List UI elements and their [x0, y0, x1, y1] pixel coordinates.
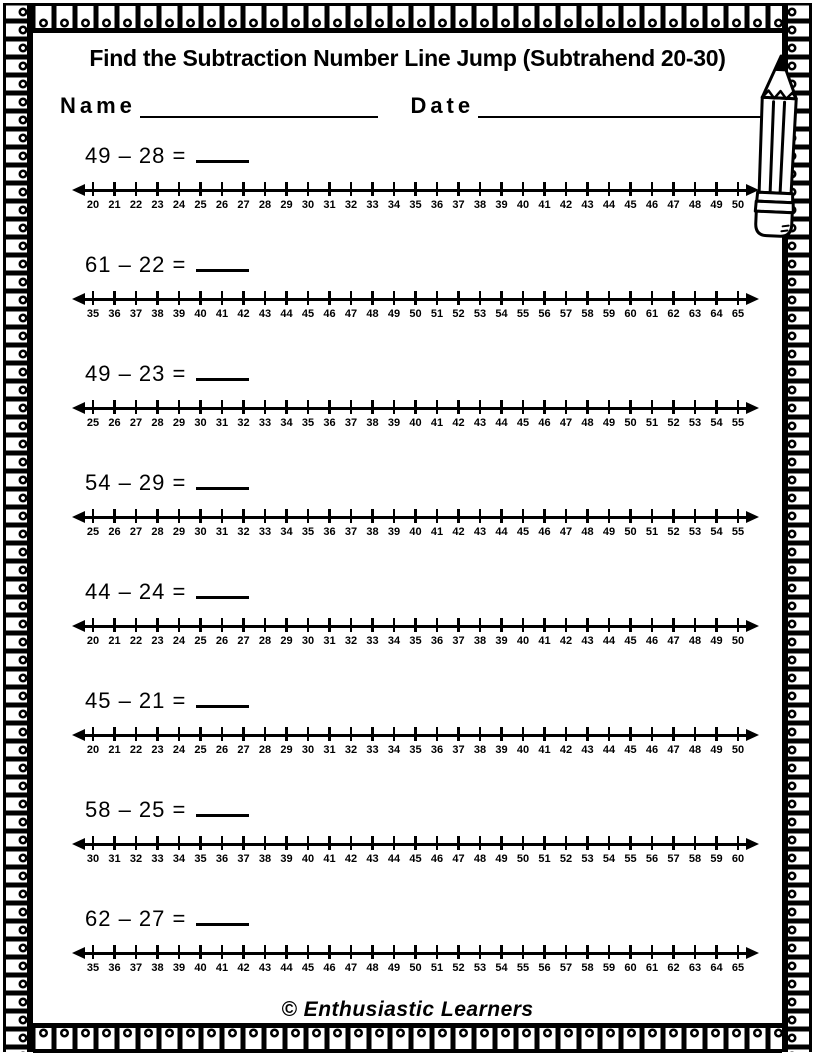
number-line — [72, 941, 759, 985]
right-arrow-icon — [746, 838, 759, 850]
number-line — [72, 832, 759, 876]
equation-text: 61 – 22 = — [85, 251, 187, 277]
right-arrow-icon — [746, 293, 759, 305]
problem-row — [34, 463, 781, 572]
border-left — [3, 3, 33, 1052]
number-line — [72, 723, 759, 767]
answer-blank[interactable] — [196, 681, 249, 708]
number-line — [72, 396, 759, 440]
right-arrow-icon — [746, 947, 759, 959]
name-blank-line[interactable] — [140, 90, 379, 118]
right-arrow-icon — [746, 729, 759, 741]
subtraction-equation — [34, 572, 781, 604]
answer-blank[interactable] — [196, 136, 249, 163]
number-line — [72, 505, 759, 549]
left-arrow-icon — [72, 293, 85, 305]
right-arrow-icon — [746, 620, 759, 632]
number-line — [72, 287, 759, 331]
equation-text: 54 – 29 = — [85, 469, 187, 495]
answer-blank[interactable] — [196, 572, 249, 599]
answer-blank[interactable] — [196, 899, 249, 926]
number-line — [72, 178, 759, 222]
left-arrow-icon — [72, 184, 85, 196]
answer-blank[interactable] — [196, 245, 249, 272]
tick-row: 35 36 37 38 39 40 41 42 43 44 45 46 47 48 49 50 51 52 53 54 55 56 57 58 59 60 61 62 63 64 65 — [93, 945, 738, 974]
border-bottom — [33, 1023, 782, 1053]
date-label: Date — [410, 92, 475, 118]
answer-blank[interactable] — [196, 463, 249, 490]
pencil-icon — [741, 51, 813, 249]
tick-row: 20 21 22 23 24 25 26 27 28 29 30 31 32 33 34 35 36 37 38 39 40 41 42 43 44 45 46 47 48 49 50 — [93, 727, 738, 756]
number-line — [72, 614, 759, 658]
subtraction-equation — [34, 899, 781, 931]
tick-row: 30 31 32 33 34 35 36 37 38 39 40 41 42 43 44 45 46 47 48 49 50 51 52 53 54 55 56 57 58 59 60 — [93, 836, 738, 865]
tick-row: 25 26 27 28 29 30 31 32 33 34 35 36 37 38 39 40 41 42 43 44 45 46 47 48 49 50 51 52 53 54 55 — [93, 509, 738, 538]
problem-row — [34, 681, 781, 790]
tick-row: 25 26 27 28 29 30 31 32 33 34 35 36 37 38 39 40 41 42 43 44 45 46 47 48 49 50 51 52 53 54 55 — [93, 400, 738, 429]
subtraction-equation — [34, 790, 781, 822]
problems — [34, 136, 781, 1008]
answer-blank[interactable] — [196, 354, 249, 381]
subtraction-equation — [34, 463, 781, 495]
name-label: Name — [60, 92, 136, 118]
date-blank-line[interactable] — [478, 90, 769, 118]
problem-row — [34, 354, 781, 463]
subtraction-equation — [34, 245, 781, 277]
problem-row — [34, 245, 781, 354]
left-arrow-icon — [72, 402, 85, 414]
tick-row: 20 21 22 23 24 25 26 27 28 29 30 31 32 33 34 35 36 37 38 39 40 41 42 43 44 45 46 47 48 49 50 — [93, 618, 738, 647]
right-arrow-icon — [746, 511, 759, 523]
left-arrow-icon — [72, 947, 85, 959]
subtraction-equation — [34, 354, 781, 386]
equation-text: 58 – 25 = — [85, 796, 187, 822]
equation-text: 49 – 28 = — [85, 142, 187, 168]
left-arrow-icon — [72, 620, 85, 632]
left-arrow-icon — [72, 729, 85, 741]
problem-row — [34, 136, 781, 245]
left-arrow-icon — [72, 511, 85, 523]
problem-row — [34, 790, 781, 899]
left-arrow-icon — [72, 838, 85, 850]
equation-text: 49 – 23 = — [85, 360, 187, 386]
page-title: Find the Subtraction Number Line Jump (Subtrahend 20-30) — [89, 45, 726, 71]
equation-text: 62 – 27 = — [85, 905, 187, 931]
copyright-footer: © Enthusiastic Learners — [281, 998, 534, 1021]
equation-text: 45 – 21 = — [85, 687, 187, 713]
problem-row — [34, 899, 781, 1008]
right-arrow-icon — [746, 402, 759, 414]
tick-row: 35 36 37 38 39 40 41 42 43 44 45 46 47 48 49 50 51 52 53 54 55 56 57 58 59 60 61 62 63 64 65 — [93, 291, 738, 320]
problem-row — [34, 572, 781, 681]
name-date-row — [60, 90, 773, 119]
worksheet-content — [34, 33, 781, 1023]
subtraction-equation — [34, 136, 781, 168]
border-top — [33, 3, 782, 33]
subtraction-equation — [34, 681, 781, 713]
tick-row: 20 21 22 23 24 25 26 27 28 29 30 31 32 33 34 35 36 37 38 39 40 41 42 43 44 45 46 47 48 49 50 — [93, 182, 738, 211]
equation-text: 44 – 24 = — [85, 578, 187, 604]
answer-blank[interactable] — [196, 790, 249, 817]
